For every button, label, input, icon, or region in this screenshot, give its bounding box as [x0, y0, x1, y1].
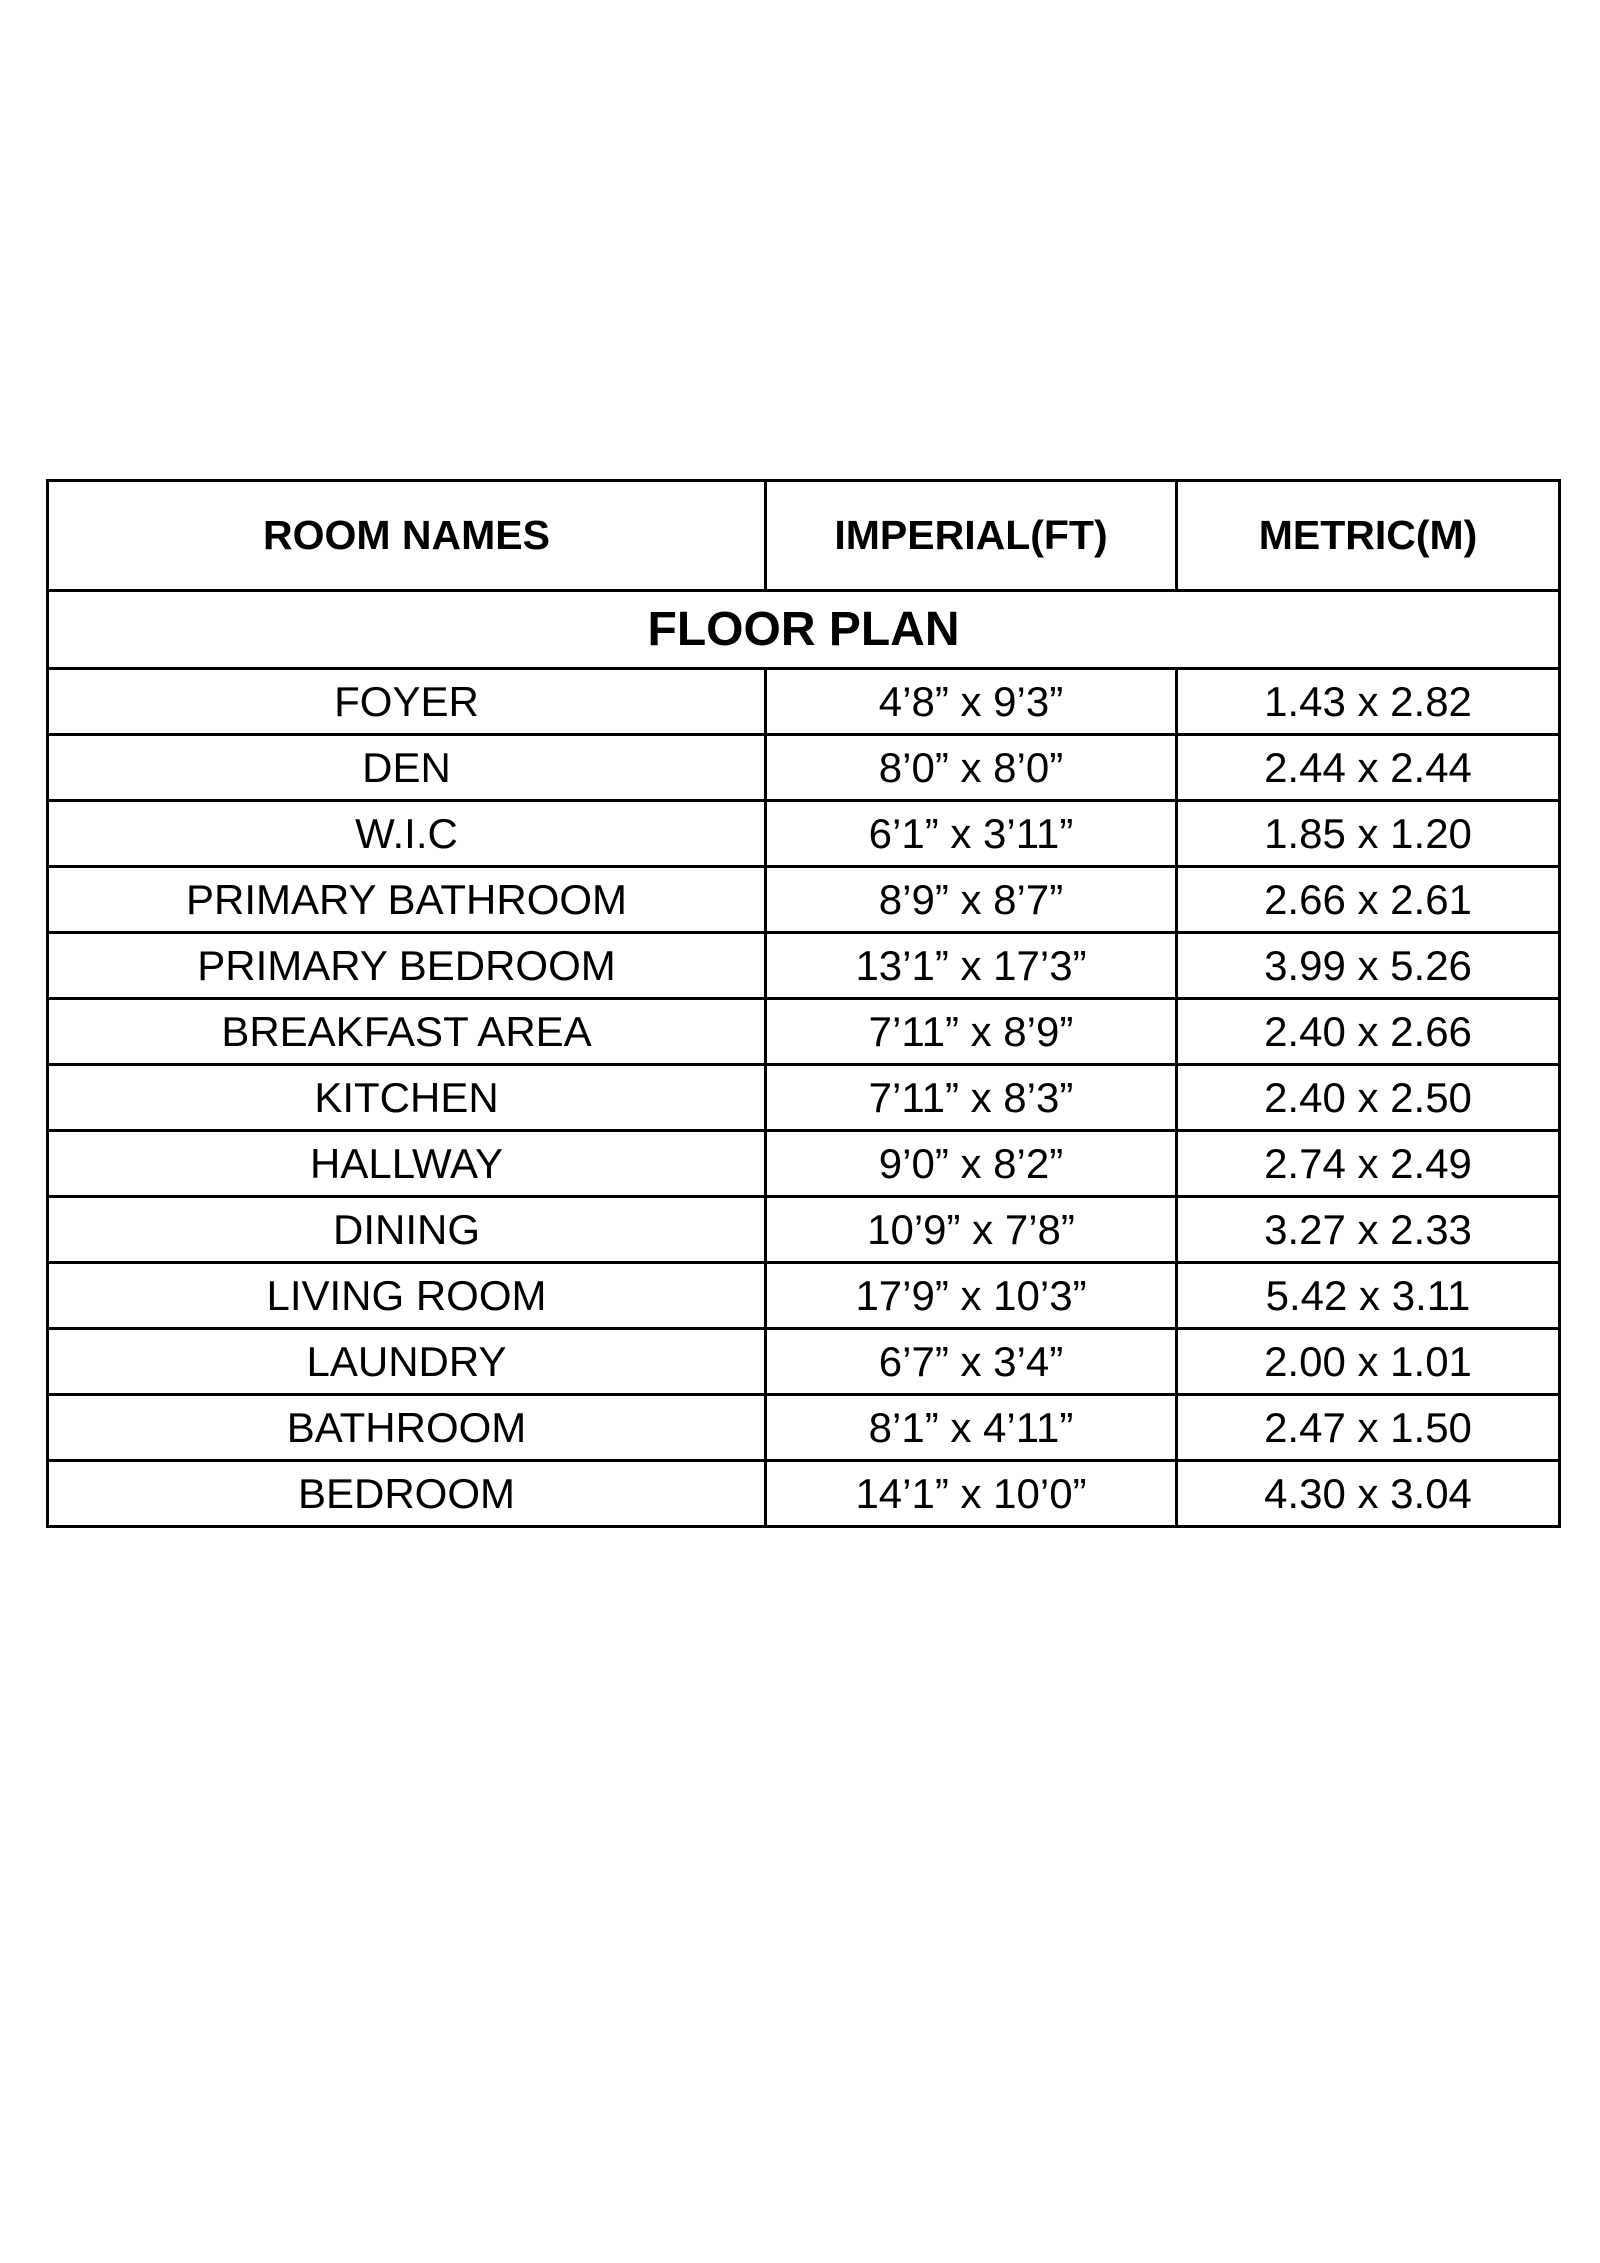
metric-cell: 2.66 x 2.61 — [1177, 867, 1560, 933]
metric-cell: 4.30 x 3.04 — [1177, 1461, 1560, 1527]
section-title: FLOOR PLAN — [48, 591, 1560, 669]
table-row — [48, 867, 1560, 933]
metric-cell: 1.43 x 2.82 — [1177, 669, 1560, 735]
table-row — [48, 801, 1560, 867]
metric-cell: 2.40 x 2.50 — [1177, 1065, 1560, 1131]
room-name-cell: LAUNDRY — [48, 1329, 766, 1395]
imperial-cell: 7’11” x 8’9” — [766, 999, 1177, 1065]
table-row — [48, 735, 1560, 801]
metric-cell: 5.42 x 3.11 — [1177, 1263, 1560, 1329]
room-name-cell: DEN — [48, 735, 766, 801]
imperial-cell: 14’1” x 10’0” — [766, 1461, 1177, 1527]
room-name-cell: PRIMARY BEDROOM — [48, 933, 766, 999]
imperial-cell: 6’1” x 3’11” — [766, 801, 1177, 867]
imperial-cell: 10’9” x 7’8” — [766, 1197, 1177, 1263]
imperial-cell: 13’1” x 17’3” — [766, 933, 1177, 999]
room-name-cell: W.I.C — [48, 801, 766, 867]
section-row — [48, 591, 1560, 669]
room-name-cell: HALLWAY — [48, 1131, 766, 1197]
metric-cell: 2.44 x 2.44 — [1177, 735, 1560, 801]
room-dimensions-table — [46, 479, 1561, 1528]
room-name-cell: KITCHEN — [48, 1065, 766, 1131]
table-body — [48, 591, 1560, 1527]
table-row — [48, 1197, 1560, 1263]
room-name-cell: BREAKFAST AREA — [48, 999, 766, 1065]
table-header-row — [48, 481, 1560, 591]
metric-cell: 3.27 x 2.33 — [1177, 1197, 1560, 1263]
imperial-cell: 9’0” x 8’2” — [766, 1131, 1177, 1197]
header-room-names: ROOM NAMES — [48, 481, 766, 591]
table-row — [48, 669, 1560, 735]
imperial-cell: 8’0” x 8’0” — [766, 735, 1177, 801]
header-metric: METRIC(M) — [1177, 481, 1560, 591]
room-name-cell: PRIMARY BATHROOM — [48, 867, 766, 933]
metric-cell: 2.00 x 1.01 — [1177, 1329, 1560, 1395]
metric-cell: 1.85 x 1.20 — [1177, 801, 1560, 867]
room-name-cell: FOYER — [48, 669, 766, 735]
imperial-cell: 8’9” x 8’7” — [766, 867, 1177, 933]
imperial-cell: 8’1” x 4’11” — [766, 1395, 1177, 1461]
imperial-cell: 17’9” x 10’3” — [766, 1263, 1177, 1329]
table-row — [48, 1263, 1560, 1329]
table-row — [48, 1065, 1560, 1131]
metric-cell: 2.74 x 2.49 — [1177, 1131, 1560, 1197]
table-row — [48, 933, 1560, 999]
imperial-cell: 6’7” x 3’4” — [766, 1329, 1177, 1395]
imperial-cell: 4’8” x 9’3” — [766, 669, 1177, 735]
table-row — [48, 1395, 1560, 1461]
table-row — [48, 1131, 1560, 1197]
table-row — [48, 1461, 1560, 1527]
room-name-cell: BATHROOM — [48, 1395, 766, 1461]
room-name-cell: DINING — [48, 1197, 766, 1263]
table-row — [48, 1329, 1560, 1395]
imperial-cell: 7’11” x 8’3” — [766, 1065, 1177, 1131]
metric-cell: 2.40 x 2.66 — [1177, 999, 1560, 1065]
header-imperial: IMPERIAL(FT) — [766, 481, 1177, 591]
room-name-cell: LIVING ROOM — [48, 1263, 766, 1329]
metric-cell: 3.99 x 5.26 — [1177, 933, 1560, 999]
table-row — [48, 999, 1560, 1065]
metric-cell: 2.47 x 1.50 — [1177, 1395, 1560, 1461]
room-name-cell: BEDROOM — [48, 1461, 766, 1527]
